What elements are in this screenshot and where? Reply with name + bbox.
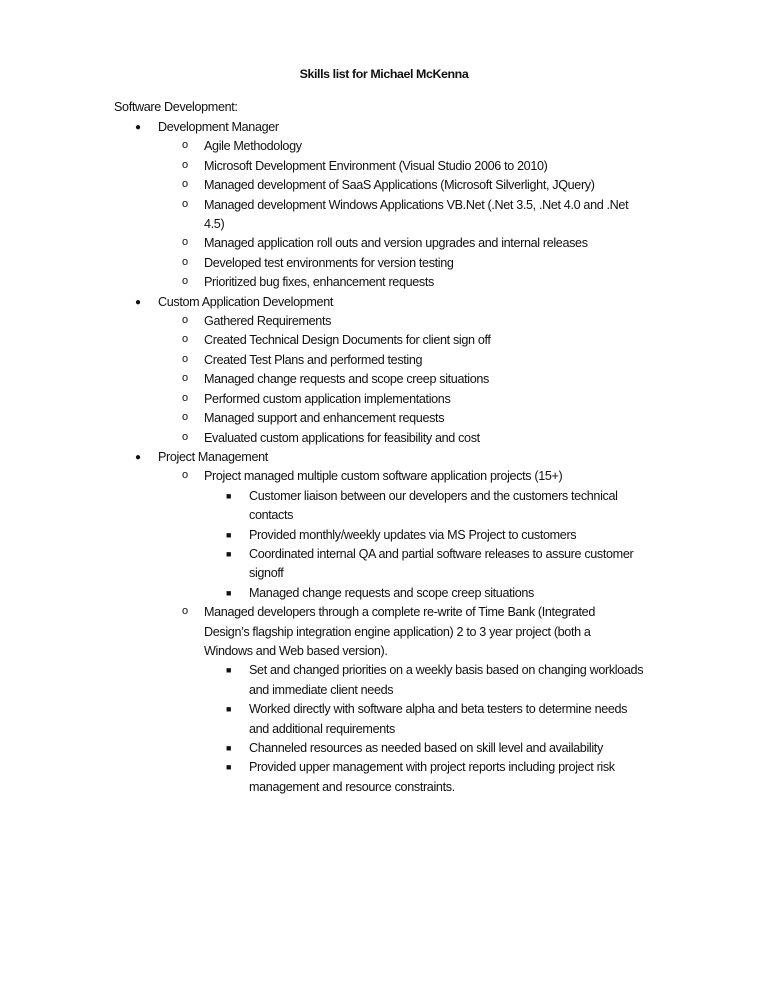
circle-marker: o bbox=[182, 139, 188, 152]
circle-marker: o bbox=[182, 314, 188, 327]
circle-marker: o bbox=[182, 255, 188, 268]
circle-marker: o bbox=[182, 430, 188, 443]
list-item: Gathered Requirements bbox=[204, 314, 332, 329]
square-marker: ■ bbox=[226, 548, 232, 559]
list-item: Managed development of SaaS Applications (Microsoft Silverlight, JQuery) bbox=[204, 178, 595, 193]
skills-list bbox=[0, 118, 768, 797]
bullet-marker: ● bbox=[135, 296, 141, 308]
list-item: Managed application roll outs and version upgrades and internal releases bbox=[204, 236, 588, 251]
square-marker: ■ bbox=[226, 704, 232, 715]
sub-list-item: Coordinated internal QA and partial software releases to assure customer signoff bbox=[249, 546, 634, 581]
document-title: Skills list for Michael McKenna bbox=[299, 67, 469, 81]
list-item: Prioritized bug fixes, enhancement requests bbox=[204, 275, 434, 290]
bullet-marker: ● bbox=[135, 122, 141, 133]
list-item: Evaluated custom applications for feasibility and cost bbox=[204, 430, 480, 445]
square-marker: ■ bbox=[226, 529, 232, 540]
sub-list-item: Provided upper management with project reports including project risk management and resource constraints. bbox=[249, 760, 615, 794]
circle-marker: o bbox=[182, 605, 188, 618]
sub-list-item: Channeled resources as needed based on skill level and availability bbox=[249, 741, 603, 755]
group-development-manager bbox=[0, 118, 768, 293]
section-heading: Software Development: bbox=[114, 100, 238, 114]
group-custom-application-development bbox=[0, 293, 768, 448]
circle-marker: o bbox=[182, 372, 188, 385]
sub-list-item: Provided monthly/weekly updates via MS Project to customers bbox=[249, 527, 577, 542]
circle-marker: o bbox=[182, 158, 188, 171]
group-label: Development Manager bbox=[158, 120, 279, 134]
square-marker: ■ bbox=[226, 587, 232, 598]
list-item: Created Technical Design Documents for client sign off bbox=[204, 333, 491, 348]
circle-marker: o bbox=[182, 391, 188, 404]
list-item: Managed change requests and scope creep situations bbox=[204, 372, 489, 387]
list-item: Managed support and enhancement requests bbox=[204, 411, 445, 426]
square-marker: ■ bbox=[226, 665, 232, 676]
sub-list-item: Worked directly with software alpha and beta testers to determine needs and additional requirements bbox=[249, 702, 628, 736]
circle-marker: o bbox=[182, 236, 188, 249]
circle-marker: o bbox=[182, 352, 188, 365]
group-label: Project Management bbox=[158, 449, 268, 464]
circle-marker: o bbox=[182, 178, 188, 191]
circle-marker: o bbox=[182, 275, 188, 288]
list-item: Managed developers through a complete re-write of Time Bank (Integrated Design’s flagship integration engine application) 2 to 3 year project (both a Windows and Web based version). bbox=[204, 605, 595, 658]
list-item: Microsoft Development Environment (Visual Studio 2006 to 2010) bbox=[204, 158, 548, 173]
sub-list-item: Managed change requests and scope creep situations bbox=[249, 585, 534, 600]
group-label: Custom Application Development bbox=[158, 294, 334, 309]
square-marker: ■ bbox=[226, 743, 232, 753]
list-item: Developed test environments for version testing bbox=[204, 255, 454, 270]
sub-list-item: Customer liaison between our developers and the customers technical contacts bbox=[249, 488, 618, 523]
list-item: Project managed multiple custom software application projects (15+) bbox=[204, 469, 563, 484]
list-item: Managed development Windows Applications VB.Net (.Net 3.5, .Net 4.0 and .Net 4.5) bbox=[204, 197, 629, 232]
list-item: Performed custom application implementations bbox=[204, 391, 451, 406]
sub-list-item: Set and changed priorities on a weekly basis based on changing workloads and immediate client needs bbox=[249, 663, 644, 697]
circle-marker: o bbox=[182, 333, 188, 346]
square-marker: ■ bbox=[226, 490, 232, 501]
circle-marker: o bbox=[182, 411, 188, 424]
circle-marker: o bbox=[182, 469, 188, 482]
square-marker: ■ bbox=[226, 762, 232, 773]
bullet-marker: ● bbox=[135, 451, 141, 463]
list-item: Created Test Plans and performed testing bbox=[204, 352, 423, 367]
list-item: Agile Methodology bbox=[204, 139, 302, 154]
group-project-management bbox=[0, 448, 768, 797]
circle-marker: o bbox=[182, 197, 188, 210]
